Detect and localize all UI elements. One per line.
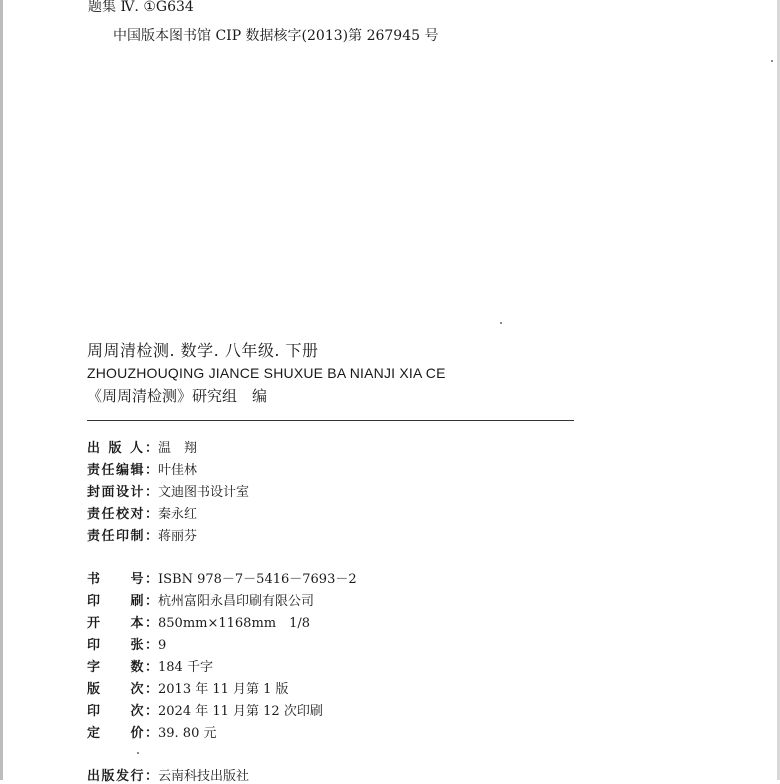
book-title: 周周清检测. 数学. 八年级. 下册 — [87, 341, 319, 360]
spec-label: 版 次： — [87, 682, 158, 697]
credit-label: 封面设计： — [87, 485, 158, 500]
spec-row-price — [87, 722, 216, 741]
spec-value: 杭州富阳永昌印刷有限公司 — [158, 594, 315, 609]
spec-value: ISBN 978－7－5416－7693－2 — [158, 572, 357, 587]
spec-row-isbn — [87, 568, 357, 587]
publisher-row — [87, 765, 249, 784]
credit-label: 责任编辑： — [87, 463, 158, 478]
spec-label: 字 数： — [87, 660, 158, 675]
credit-label: 责任校对： — [87, 507, 158, 522]
spec-value: 39. 80 元 — [158, 726, 217, 741]
divider-rule — [87, 420, 574, 421]
credit-value: 温 翔 — [158, 441, 198, 456]
spec-row-format — [87, 612, 310, 631]
spec-label: 印 次： — [87, 704, 158, 719]
cip-record-number: 中国版本图书馆 CIP 数据核字(2013)第 267945 号 — [113, 28, 439, 44]
credit-row-cover-design — [87, 481, 249, 500]
spec-label: 印 张： — [87, 638, 158, 653]
credit-row-print-supervisor — [87, 525, 197, 544]
cip-classification: 题集 Ⅳ. ①G634 — [88, 0, 194, 15]
spec-label: 书 号： — [87, 572, 158, 587]
credit-label: 责任印制： — [87, 529, 158, 544]
credit-value: 文迪图书设计室 — [158, 485, 250, 500]
scan-speck — [137, 752, 139, 754]
spec-row-sheets — [87, 634, 166, 653]
credit-value: 秦永红 — [158, 507, 198, 522]
credit-row-proofreader — [87, 503, 197, 522]
credit-row-editor — [87, 459, 197, 478]
book-title-pinyin: ZHOUZHOUQING JIANCE SHUXUE BA NIANJI XIA CE — [87, 365, 446, 381]
spec-row-word-count — [87, 656, 213, 675]
credit-label: 出 版 人： — [87, 441, 158, 456]
spec-row-edition — [87, 678, 289, 697]
spec-row-printer — [87, 590, 314, 609]
spec-label: 定 价： — [87, 726, 158, 741]
publisher-label: 出版发行： — [87, 769, 158, 784]
page-left-edge — [0, 0, 3, 780]
credit-row-publisher-person — [87, 437, 197, 456]
spec-value: 184 千字 — [158, 660, 213, 675]
scan-speck — [771, 60, 773, 62]
spec-label: 开 本： — [87, 616, 158, 631]
spec-value: 850mm×1168mm 1/8 — [158, 616, 311, 631]
spec-value: 9 — [158, 638, 167, 653]
publisher-value: 云南科技出版社 — [158, 769, 250, 784]
spec-value: 2024 年 11 月第 12 次印刷 — [158, 704, 323, 719]
spec-label: 印 刷： — [87, 594, 158, 609]
spec-value: 2013 年 11 月第 1 版 — [158, 682, 289, 697]
credit-value: 叶佳林 — [158, 463, 198, 478]
scan-speck — [500, 322, 502, 324]
credit-value: 蒋丽芬 — [158, 529, 198, 544]
book-editor: 《周周清检测》研究组 编 — [87, 387, 268, 405]
spec-row-printing — [87, 700, 323, 719]
